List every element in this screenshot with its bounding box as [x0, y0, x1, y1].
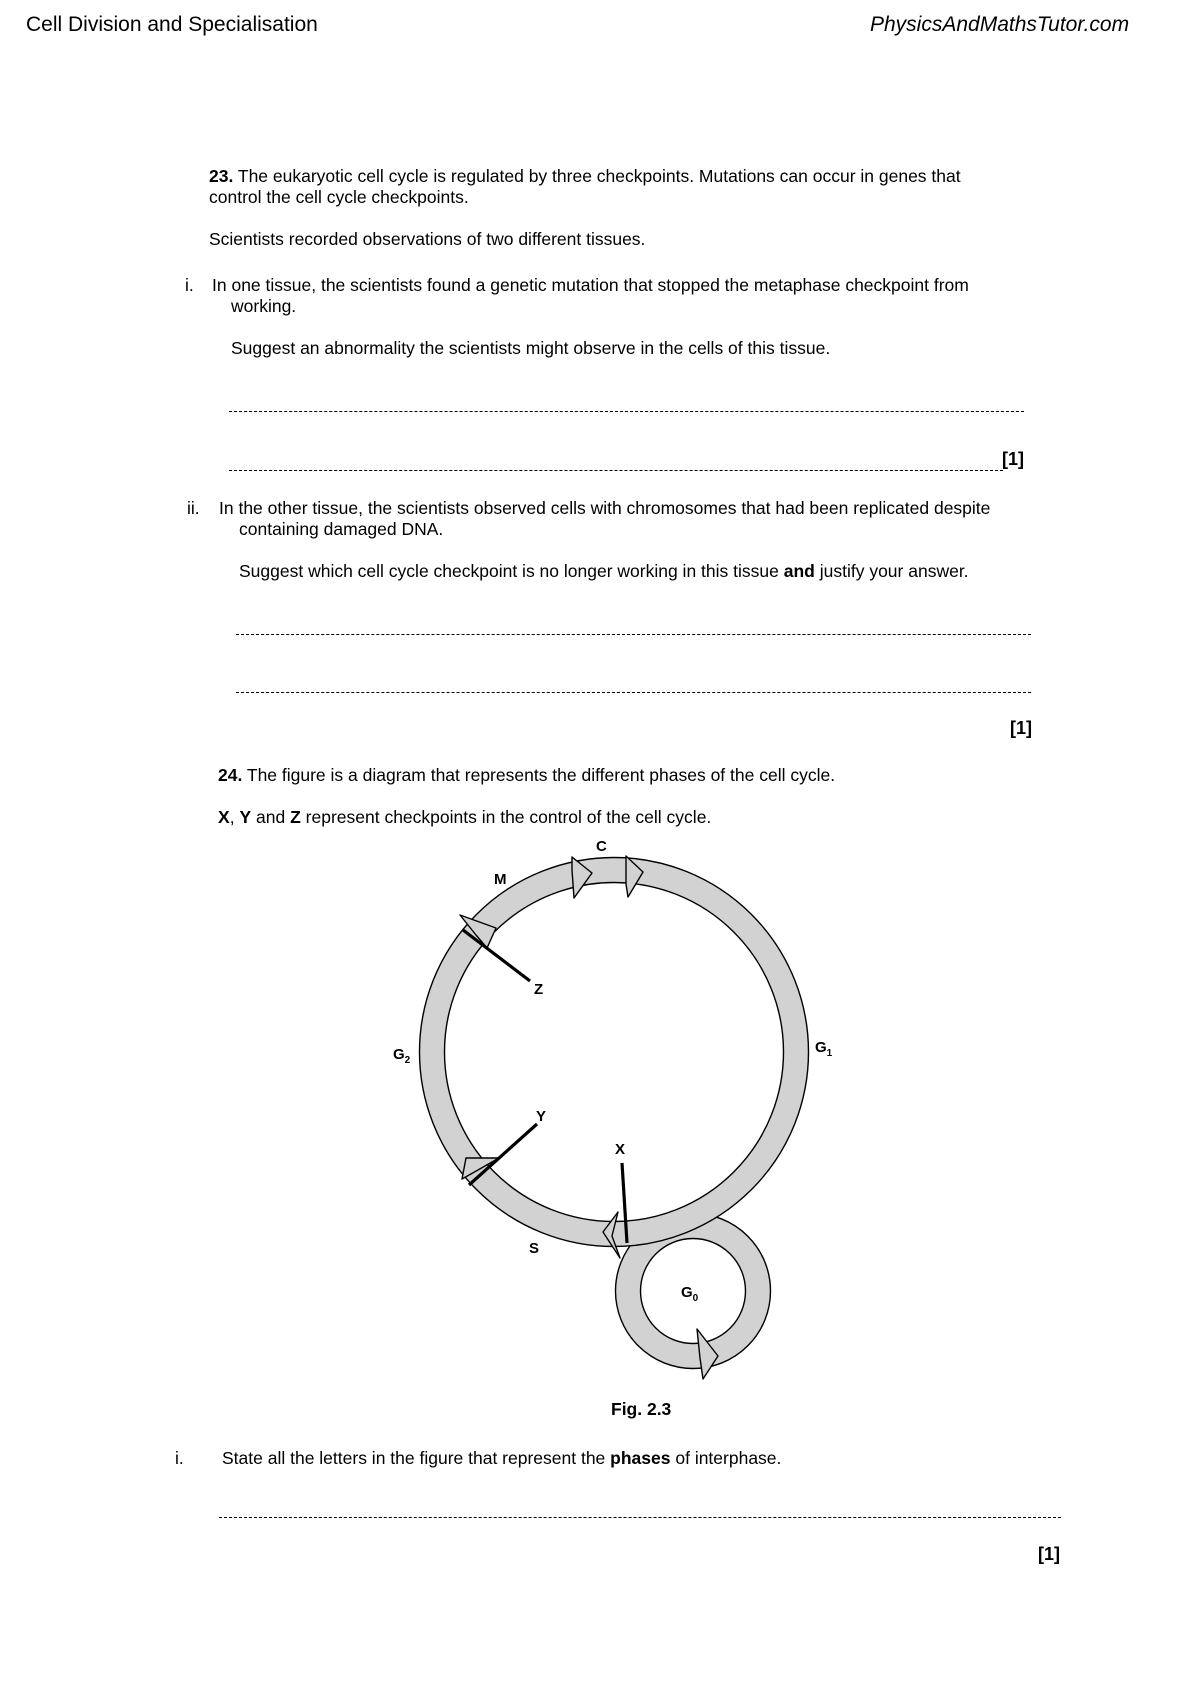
- prompt-text: State all the letters in the figure that represent the: [222, 1448, 606, 1468]
- prompt-emphasis: phases: [610, 1448, 671, 1468]
- separator: ,: [229, 807, 235, 827]
- mark-allocation: [1]: [1038, 1544, 1060, 1564]
- label-g1-letter: G: [815, 1039, 827, 1056]
- label-z: Z: [534, 981, 544, 998]
- label-g0-subscript: 0: [692, 1293, 699, 1304]
- prompt-emphasis: and: [783, 561, 815, 581]
- label-c: C: [596, 838, 607, 855]
- answer-line[interactable]: [219, 1517, 1061, 1518]
- prompt-text: justify your answer.: [819, 561, 969, 581]
- label-g0-letter: G: [681, 1284, 693, 1301]
- part-label: i.: [185, 275, 194, 295]
- and-text: and: [256, 807, 286, 827]
- intro-line-1: The eukaryotic cell cycle is regulated by three checkpoints. Mutations can occur in genes that: [237, 166, 961, 186]
- prompt-text: Suggest which cell cycle checkpoint is no longer working in this tissue: [239, 561, 779, 581]
- letter-z: Z: [290, 807, 301, 827]
- prompt-text: of interphase.: [675, 1448, 782, 1468]
- question-number: 23.: [209, 166, 234, 186]
- label-y: Y: [536, 1108, 547, 1125]
- label-g2-letter: G: [393, 1046, 405, 1063]
- document-header-title: Cell Division and Specialisation: [26, 13, 318, 36]
- label-g2-subscript: 2: [404, 1055, 411, 1066]
- question-number: 24.: [218, 765, 243, 785]
- website-header: PhysicsAndMathsTutor.com: [870, 13, 1130, 36]
- observations-text: Scientists recorded observations of two different tissues.: [209, 229, 646, 249]
- label-x: X: [615, 1141, 626, 1158]
- label-g1: [815, 1039, 833, 1059]
- part-i-line-2: working.: [231, 296, 297, 316]
- letter-y: Y: [239, 807, 252, 827]
- label-g1-subscript: 1: [826, 1048, 833, 1059]
- part-i-line-1: In one tissue, the scientists found a genetic mutation that stopped the metaphase checkpoint from: [212, 275, 969, 295]
- g0-ring-inner: [641, 1239, 746, 1344]
- part-i-prompt: [222, 1448, 781, 1469]
- part-label: ii.: [187, 498, 200, 518]
- part-ii-line-2: containing damaged DNA.: [239, 519, 444, 539]
- letter-x: X: [218, 807, 230, 827]
- part-label: i.: [175, 1448, 184, 1468]
- figure-caption: Fig. 2.3: [611, 1399, 672, 1419]
- arrowhead: [697, 1329, 718, 1379]
- label-m: M: [494, 871, 507, 888]
- intro-line-2: control the cell cycle checkpoints.: [209, 187, 469, 207]
- cycle-ring-inner: [445, 883, 784, 1222]
- mark-allocation: [1]: [1002, 449, 1024, 469]
- part-i-prompt: Suggest an abnormality the scientists might observe in the cells of this tissue.: [231, 338, 831, 358]
- intro-text: The figure is a diagram that represents the different phases of the cell cycle.: [246, 765, 836, 785]
- mark-allocation: [1]: [1010, 718, 1032, 738]
- part-ii-line-1: In the other tissue, the scientists observed cells with chromosomes that had been replicated despite: [219, 498, 991, 518]
- checkpoints-rest: represent checkpoints in the control of the cell cycle.: [305, 807, 712, 827]
- label-g2: [393, 1046, 411, 1066]
- label-g0: [681, 1284, 699, 1304]
- g0-ring: [628, 1226, 758, 1356]
- label-s: S: [529, 1240, 540, 1257]
